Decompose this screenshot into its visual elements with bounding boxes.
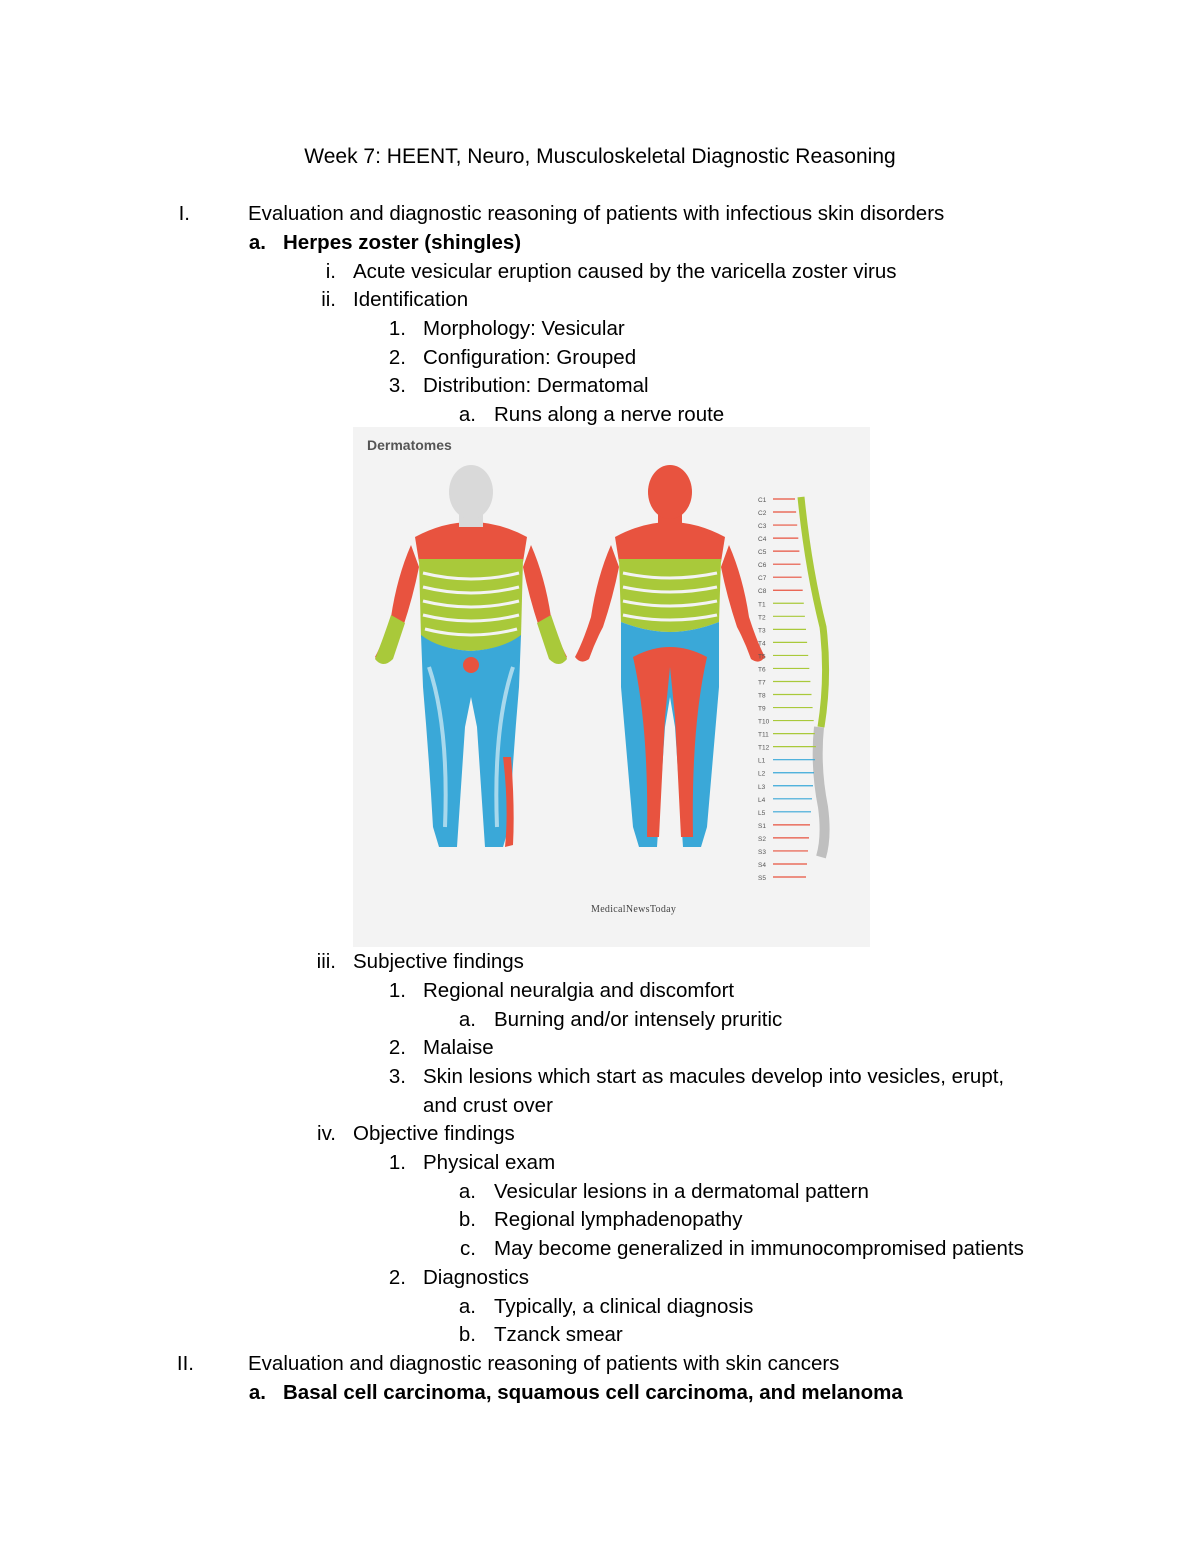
spinal-nerve-label: T7 [758,679,766,687]
list-item: May become generalized in immunocompromised patients [494,1237,1024,1260]
list-marker: a. [458,1008,476,1031]
spinal-nerve-label: C3 [758,523,767,531]
front-body [375,465,567,847]
spinal-nerve-label: T4 [758,640,766,648]
spinal-nerve-label: T6 [758,666,766,674]
item-marker: a. [248,1381,266,1404]
item-heading: Basal cell carcinoma, squamous cell carcinoma, and melanoma [283,1381,903,1404]
sub-text: Identification [353,288,469,311]
list-item: Vesicular lesions in a dermatomal pattern [494,1180,869,1203]
section-marker: I. [178,202,190,225]
list-item: Physical exam [423,1151,556,1174]
list-item: Malaise [423,1036,494,1059]
spinal-nerve-label: T9 [758,705,766,713]
list-item: Tzanck smear [494,1323,623,1346]
spinal-nerve-label: C6 [758,562,767,570]
dermatomes-illustration [353,427,870,947]
back-body [575,465,765,847]
spinal-nerve-label: C1 [758,497,767,504]
spine-diagram [758,497,826,882]
sub-marker: iii. [316,950,336,973]
spinal-nerve-label: C4 [758,536,767,544]
list-marker: 2. [388,346,406,369]
list-marker: c. [460,1237,476,1260]
dermatomes-figure [353,427,870,947]
list-marker: a. [458,403,476,426]
page-title: Week 7: HEENT, Neuro, Musculoskeletal Diagnostic Reasoning [304,145,896,168]
list-marker: 2. [388,1266,406,1289]
list-marker: 1. [388,317,406,340]
sub-text: Acute vesicular eruption caused by the varicella zoster virus [353,260,897,283]
item-marker: a. [248,231,266,254]
list-item-continuation: and crust over [423,1094,553,1117]
list-item: Regional lymphadenopathy [494,1208,743,1231]
spinal-nerve-label: S3 [758,848,766,856]
spinal-nerve-label: S5 [758,875,766,882]
sub-text: Subjective findings [353,950,524,973]
list-marker: 3. [388,1065,406,1088]
figure-title: Dermatomes [367,437,452,453]
spinal-nerve-label: T2 [758,614,766,622]
list-marker: b. [458,1323,476,1346]
sub-marker: i. [325,260,336,283]
spinal-nerve-label: L4 [758,796,766,804]
spinal-nerve-label: C5 [758,549,767,557]
spinal-nerve-label: T12 [758,744,770,752]
sub-marker: ii. [321,288,336,311]
spinal-nerve-label: S2 [758,835,766,843]
spinal-nerve-label: C2 [758,510,767,518]
spinal-nerve-label: T10 [758,718,770,726]
sub-marker: iv. [317,1122,336,1145]
section-marker: II. [176,1352,194,1375]
list-item: Runs along a nerve route [494,403,725,426]
spinal-nerve-label: C7 [758,575,767,583]
spinal-nerve-label: T8 [758,692,766,700]
list-item: Morphology: Vesicular [423,317,625,340]
list-item: Typically, a clinical diagnosis [494,1295,754,1318]
spinal-nerve-label: T11 [758,731,769,739]
spinal-nerve-label: C8 [758,588,767,596]
list-marker: 3. [388,374,406,397]
list-marker: b. [458,1208,476,1231]
spinal-nerve-label: L5 [758,809,766,817]
section-heading: Evaluation and diagnostic reasoning of patients with skin cancers [248,1352,840,1375]
spinal-nerve-label: S1 [758,822,766,830]
spinal-nerve-label: T1 [758,601,766,609]
list-marker: a. [458,1295,476,1318]
section-heading: Evaluation and diagnostic reasoning of patients with infectious skin disorders [248,202,945,225]
spinal-nerve-label: T5 [758,653,766,661]
spinal-nerve-label: L2 [758,770,766,778]
list-item: Diagnostics [423,1266,529,1289]
spinal-nerve-label: T3 [758,627,766,635]
spinal-nerve-label: S4 [758,861,766,869]
figure-credit: MedicalNewsToday [591,904,677,915]
list-marker: 2. [388,1036,406,1059]
list-item: Skin lesions which start as macules develop into vesicles, erupt, [423,1065,1005,1088]
list-item: Burning and/or intensely pruritic [494,1008,783,1031]
list-item: Configuration: Grouped [423,346,637,369]
list-marker: 1. [388,979,406,1002]
list-item: Regional neuralgia and discomfort [423,979,735,1002]
list-item: Distribution: Dermatomal [423,374,649,397]
spinal-nerve-label: L3 [758,783,766,791]
list-marker: a. [458,1180,476,1203]
list-marker: 1. [388,1151,406,1174]
spinal-nerve-label: L1 [758,757,766,765]
sub-text: Objective findings [353,1122,515,1145]
item-heading: Herpes zoster (shingles) [283,231,522,254]
